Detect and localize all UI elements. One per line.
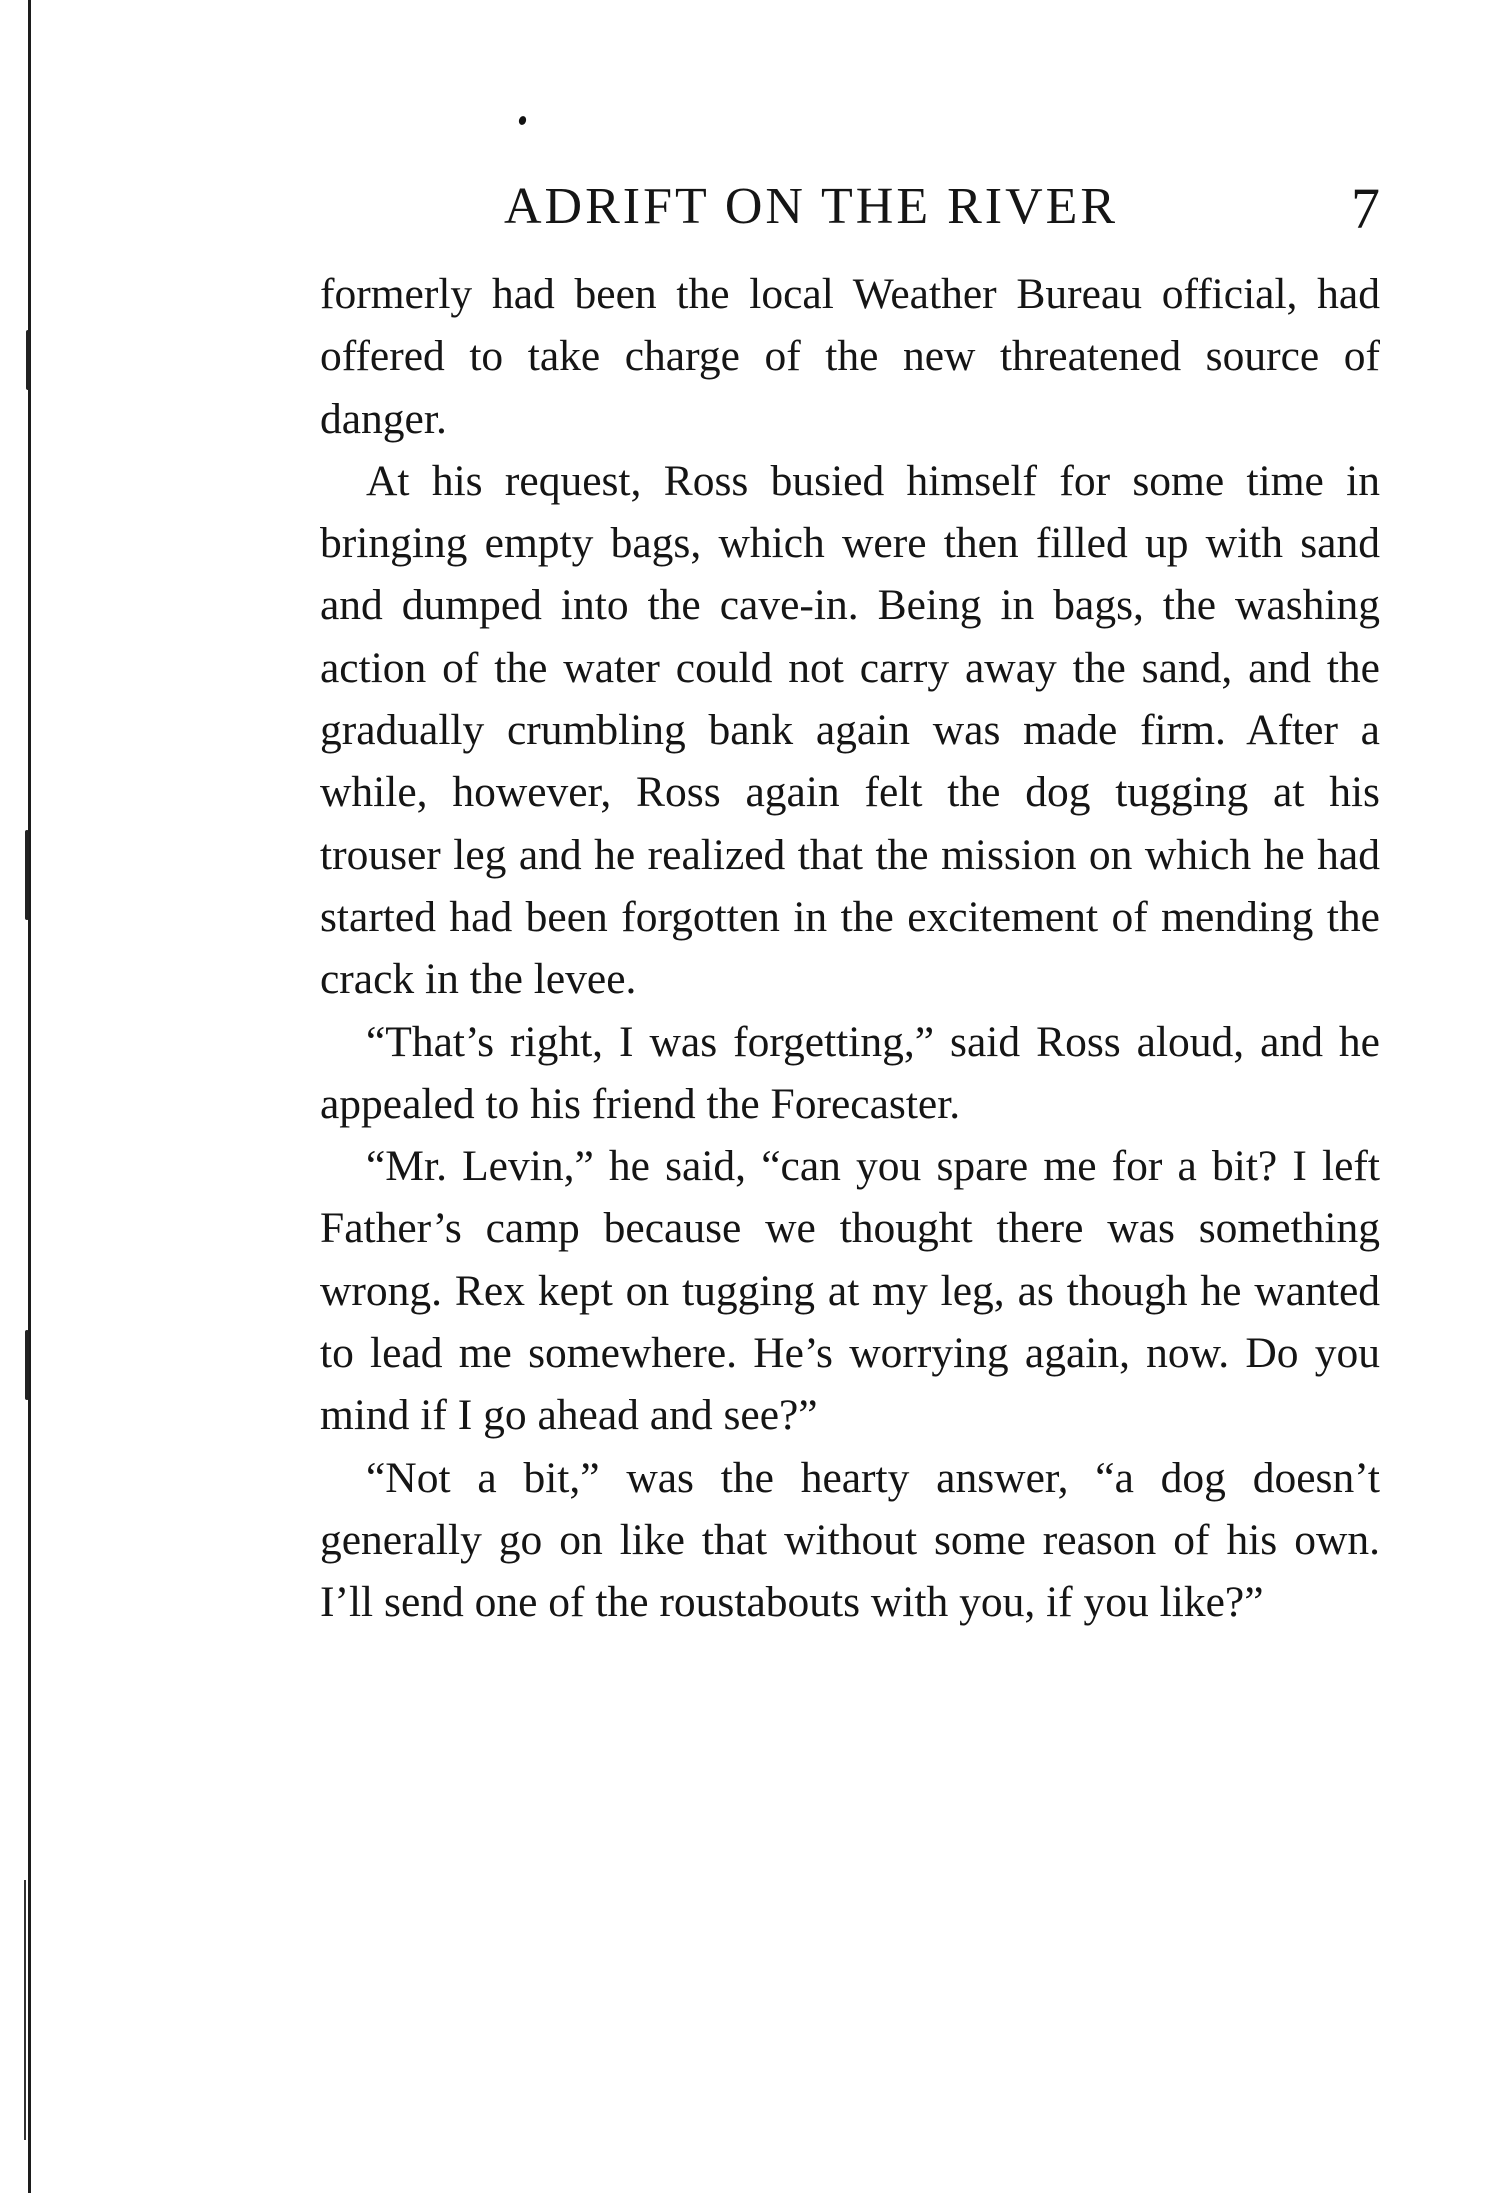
paragraph: formerly had been the local Weather Bureau official, had offered to take charge of the new threatened source of danger. <box>320 270 1380 443</box>
binding-mark <box>25 830 29 920</box>
body-text <box>320 263 1380 1634</box>
binding-mark <box>25 1330 29 1400</box>
paragraph: “Not a bit,” was the hearty answer, “a dog doesn’t generally go on like that without some reason of his own. I’ll send one of the roustabouts with you, if you like?” <box>320 1453 1380 1627</box>
running-head <box>320 172 1380 242</box>
paragraph: At his request, Ross busied himself for some time in bringing empty bags, which were then filled up with sand and dumped into the cave-in. Being in bags, the washing action of the water could not carry away the sand, and the gradually crumbling bank again was made firm. After a while, however, Ross again felt the dog tugging at his trouser leg and he realized that the mission on which he had started had been forgotten in the excitement of mending the crack in the levee. <box>320 456 1380 1004</box>
binding-edge <box>28 0 31 2193</box>
running-title: ADRIFT ON THE RIVER <box>504 178 1119 235</box>
binding-mark <box>26 330 30 390</box>
paragraph: “Mr. Levin,” he said, “can you spare me for a bit? I left Father’s camp because we thought there was something wrong. Rex kept on tugging at my leg, as though he wanted to lead me somewhere. He’s worrying again, now. Do you mind if I go ahead and see?” <box>320 1142 1380 1440</box>
paragraph: “That’s right, I was forgetting,” said Ross aloud, and he appealed to his friend the Forecaster. <box>320 1017 1380 1128</box>
binding-edge-lower <box>24 1880 26 2140</box>
ink-speck <box>518 115 528 126</box>
page-number: 7 <box>1351 176 1380 241</box>
